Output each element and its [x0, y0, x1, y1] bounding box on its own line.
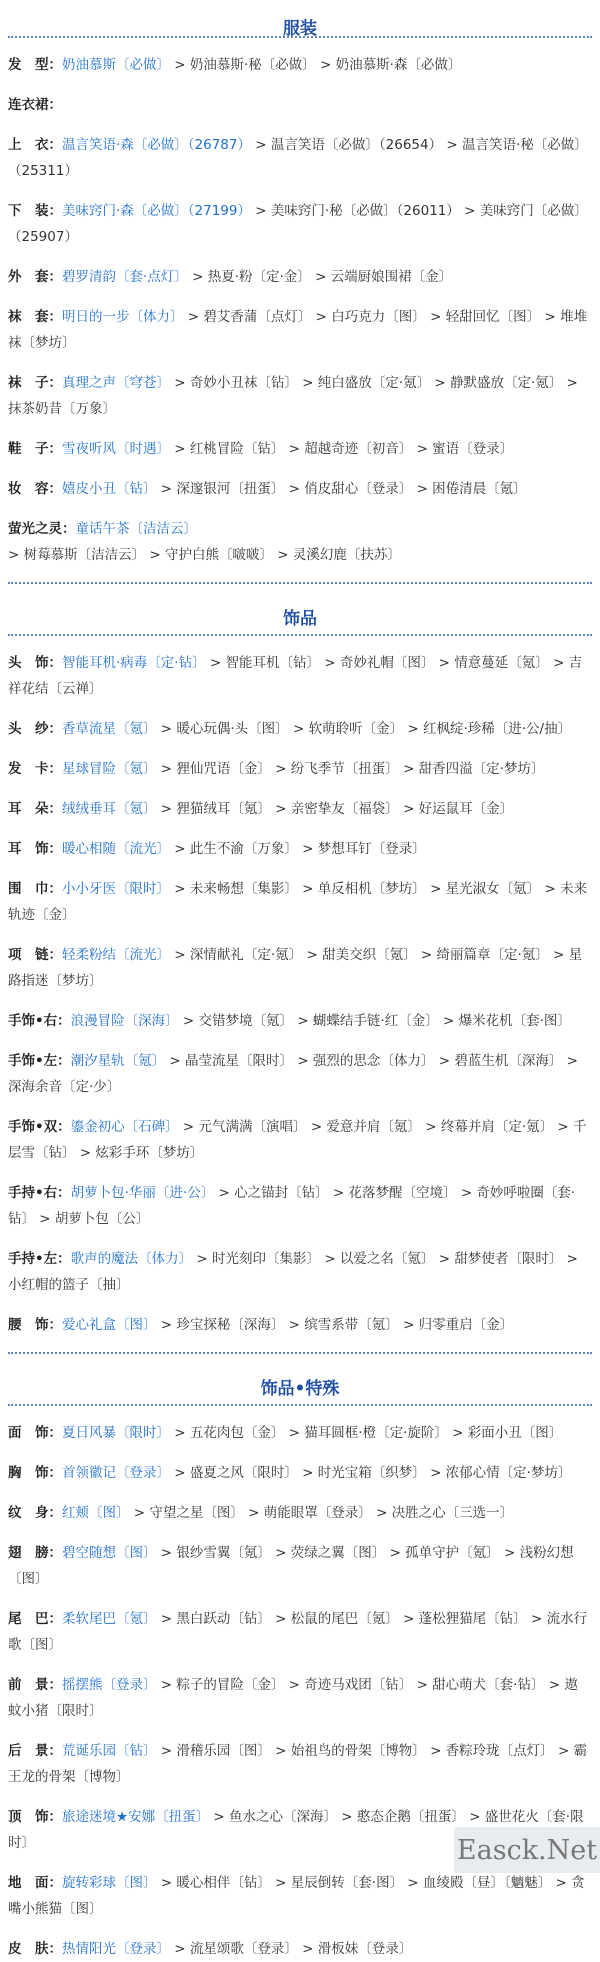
row-label: 鞋 子：: [8, 441, 62, 457]
row-label: 外 套：: [8, 269, 62, 285]
item-row: [0, 1672, 600, 1724]
recommended-item-link[interactable]: 雪夜听风〔时遇〕: [62, 441, 170, 457]
item-row: [0, 796, 600, 822]
row-label: 手持•左：: [8, 1251, 71, 1267]
recommended-item-link[interactable]: 爱心礼盒〔图〕: [62, 1317, 157, 1333]
alternative-items: > 奇妙小丑袜〔钻〕 > 纯白盛放〔定·氪〕 > 静默盛放〔定·氪〕 > 抹茶奶昔〔万象〕: [8, 375, 578, 417]
alternative-items: > 时光刻印〔集影〕 > 以爱之名〔氪〕 > 甜梦使者〔限时〕 > 小红帽的篮子〔抽〕: [8, 1251, 578, 1293]
item-row: [0, 1180, 600, 1232]
alternative-items: > 深邃银河〔扭蛋〕 > 俏皮甜心〔登录〕 > 困倦清晨〔氪〕: [156, 481, 527, 497]
section-divider: [8, 1352, 592, 1354]
recommended-item-link[interactable]: 绒绒垂耳〔氪〕: [62, 801, 157, 817]
row-label: 萤光之灵：: [8, 521, 76, 537]
recommended-item-link[interactable]: 热情阳光〔登录〕: [62, 1941, 170, 1957]
alternative-items: > 粽子的冒险〔金〕 > 奇迹马戏团〔钻〕 > 甜心萌犬〔套·钻〕 > 遨蚊小猪〔限时〕: [8, 1677, 578, 1719]
accessories-section: [0, 582, 600, 1338]
recommended-item-link[interactable]: 旅途迷境★安娜〔扭蛋〕: [62, 1809, 210, 1825]
alternative-items: > 晶莹流星〔限时〕 > 强烈的思念〔体力〕 > 碧蓝生机〔深海〕 > 深海余音〔定·少〕: [8, 1053, 578, 1095]
recommended-item-link[interactable]: 明日的一步〔体力〕: [62, 309, 184, 325]
recommended-item-link[interactable]: 小小牙医〔限时〕: [62, 881, 170, 897]
row-label: 手饰•双：: [8, 1119, 71, 1135]
row-label: 面 饰：: [8, 1425, 62, 1441]
alternative-items: > 暖心玩偶·头〔图〕 > 软萌聆听〔金〕 > 红枫绽·珍稀〔进·公/抽〕: [156, 721, 572, 737]
alternative-items: > 狸猫绒耳〔氪〕 > 亲密挚友〔福袋〕 > 好运鼠耳〔金〕: [156, 801, 514, 817]
row-label: 头 饰：: [8, 655, 62, 671]
row-label: 顶 饰：: [8, 1809, 62, 1825]
alternative-items: > 滑稽乐园〔图〕 > 始祖鸟的骨架〔博物〕 > 香粽玲珑〔点灯〕 > 霸王龙的骨架〔博物〕: [8, 1743, 588, 1785]
item-row: [0, 716, 600, 742]
item-row: [0, 1738, 600, 1790]
row-label: 妆 容：: [8, 481, 62, 497]
recommended-item-link[interactable]: 碧空随想〔图〕: [62, 1545, 157, 1561]
recommended-item-link[interactable]: 智能耳机·病毒〔定·钻〕: [62, 655, 206, 671]
alternative-items: > 碧艾香蒲〔点灯〕 > 白巧克力〔图〕 > 轻甜回忆〔图〕 > 堆堆袜〔梦坊〕: [8, 309, 588, 351]
accessories-rows: [0, 650, 600, 1338]
row-label: 连衣裙：: [8, 97, 62, 113]
clothes-section: [0, 0, 600, 568]
row-label: 腰 饰：: [8, 1317, 62, 1333]
row-label: 项 链：: [8, 947, 62, 963]
item-row: [0, 370, 600, 422]
alternative-items: > 此生不渝〔万象〕 > 梦想耳钉〔登录〕: [170, 841, 426, 857]
section-title-accessories: 饰品: [283, 609, 317, 629]
recommended-item-link[interactable]: 柔软尾巴〔氪〕: [62, 1611, 157, 1627]
alternative-items: > 暖心相伴〔钻〕 > 星辰倒转〔套·图〕 > 血绫殿〔昼〕〔魑魅〕 > 贪嘴小熊猫〔图〕: [8, 1875, 585, 1917]
recommended-item-link[interactable]: 旋转彩球〔图〕: [62, 1875, 157, 1891]
alternative-items: > 深情献礼〔定·氪〕 > 甜美交织〔氪〕 > 绮丽篇章〔定·氪〕 > 星路指迷〔梦坊〕: [8, 947, 583, 989]
row-label: 胸 饰：: [8, 1465, 62, 1481]
alternative-items: > 珍宝探秘〔深海〕 > 缤雪系带〔氪〕 > 归零重启〔金〕: [156, 1317, 514, 1333]
item-row: [0, 1246, 600, 1298]
recommended-item-link[interactable]: 温言笑语·森〔必做〕（26787）: [62, 137, 251, 153]
recommended-item-link[interactable]: 夏日风暴〔限时〕: [62, 1425, 170, 1441]
row-label: 翅 膀：: [8, 1545, 62, 1561]
item-row: [0, 1460, 600, 1486]
recommended-item-link[interactable]: 首领徽记〔登录〕: [62, 1465, 170, 1481]
recommended-item-link[interactable]: 童话午茶〔洁洁云〕: [75, 521, 197, 537]
item-row: [0, 1500, 600, 1526]
recommended-item-link[interactable]: 星球冒险〔氪〕: [62, 761, 157, 777]
row-label: 手饰•右：: [8, 1013, 71, 1029]
alternative-items: > 鱼水之心〔深海〕 > 憨态企鹅〔扭蛋〕 > 盛世花火〔套·限时〕: [8, 1809, 584, 1851]
recommended-item-link[interactable]: 浪漫冒险〔深海〕: [70, 1013, 179, 1029]
alternative-items: > 奶油慕斯·秘〔必做〕 > 奶油慕斯·森〔必做〕: [170, 57, 462, 73]
row-label: 耳 饰：: [8, 841, 62, 857]
item-row: [0, 1936, 600, 1962]
item-row: [0, 304, 600, 356]
section-divider: [8, 1404, 592, 1406]
row-label: 袜 套：: [8, 309, 62, 325]
clothes-rows: [0, 52, 600, 568]
special-rows: [0, 1420, 600, 1962]
item-row: [0, 836, 600, 862]
row-label: 尾 巴：: [8, 1611, 62, 1627]
item-row: [0, 1540, 600, 1592]
section-title-clothes: 服装: [283, 19, 317, 39]
recommended-item-link[interactable]: 潮汐星轨〔氪〕: [70, 1053, 166, 1069]
alternative-items: > 未来畅想〔集影〕 > 单反相机〔梦坊〕 > 星光淑女〔氪〕 > 未来轨迹〔金〕: [8, 881, 588, 923]
alternative-items: > 狸仙咒语〔金〕 > 纷飞季节〔扭蛋〕 > 甜香四溢〔定·梦坊〕: [156, 761, 545, 777]
item-row: [0, 476, 600, 502]
item-row: [0, 1114, 600, 1166]
alternative-items: > 黑白跃动〔钻〕 > 松鼠的尾巴〔氪〕 > 蓬松狸猫尾〔钻〕 > 流水行歌〔图〕: [8, 1611, 588, 1653]
alternative-items: > 五花肉包〔金〕 > 猫耳圆框·橙〔定·旋阶〕 > 彩面小丑〔图〕: [170, 1425, 563, 1441]
row-label: 手饰•左：: [8, 1053, 71, 1069]
alternative-items: > 温言笑语〔必做〕（26654） > 温言笑语·秘〔必做〕（25311）: [8, 137, 588, 179]
alternative-items: > 美味窍门·秘〔必做〕（26011） > 美味窍门〔必做〕（25907）: [8, 203, 588, 245]
item-row: [0, 52, 600, 78]
item-row: [0, 876, 600, 928]
row-label: 前 景：: [8, 1677, 62, 1693]
recommended-item-link[interactable]: 轻柔粉结〔流光〕: [62, 947, 170, 963]
item-row: [0, 1870, 600, 1922]
recommended-item-link[interactable]: 碧罗清韵〔套·点灯〕: [62, 269, 188, 285]
item-row: [0, 1606, 600, 1658]
row-label: 皮 肤：: [8, 1941, 62, 1957]
item-row: [0, 198, 600, 250]
item-row: [0, 1048, 600, 1100]
row-label: 围 巾：: [8, 881, 62, 897]
recommended-item-link[interactable]: 荒诞乐园〔钻〕: [62, 1743, 157, 1759]
recommended-item-link[interactable]: 真理之声〔穹苍〕: [62, 375, 170, 391]
section-title-special: 饰品•特殊: [260, 1379, 340, 1399]
recommended-item-link[interactable]: 暖心相随〔流光〕: [62, 841, 170, 857]
item-row: [0, 756, 600, 782]
section-divider: [8, 634, 592, 636]
row-label: 地 面：: [8, 1875, 62, 1891]
alternative-items: > 元气满满〔演唱〕 > 爱意并肩〔氪〕 > 终幕并肩〔定·氪〕 > 千层雪〔钻〕 > 炫彩手环〔梦坊〕: [8, 1119, 587, 1161]
item-row: [0, 92, 600, 118]
alternative-items: > 守望之星〔图〕 > 萌能眼罩〔登录〕 > 决胜之心〔三选一〕: [129, 1505, 514, 1521]
item-row: [0, 1312, 600, 1338]
item-row: [0, 436, 600, 462]
recommended-item-link[interactable]: 嬉皮小丑〔钻〕: [62, 481, 157, 497]
row-label: 下 装：: [8, 203, 62, 219]
row-label: 袜 子：: [8, 375, 62, 391]
item-row: [0, 264, 600, 290]
alternative-items: > 银纱雪翼〔氪〕 > 荧绿之翼〔图〕 > 孤单守护〔氪〕 > 浅粉幻想〔图〕: [8, 1545, 574, 1587]
alternative-items: > 交错梦境〔氪〕 > 蝴蝶结手链·红〔金〕 > 爆米花机〔套·图〕: [178, 1013, 571, 1029]
row-label: 发 型：: [8, 57, 62, 73]
item-row: [0, 132, 600, 184]
alternative-items: > 智能耳机〔钻〕 > 奇妙礼帽〔图〕 > 情意蔓延〔氪〕 > 吉祥花结〔云禅〕: [8, 655, 583, 697]
alternative-items: > 流星颂歌〔登录〕 > 滑板妹〔登录〕: [170, 1941, 413, 1957]
recommended-item-link[interactable]: 歌声的魔法〔体力〕: [70, 1251, 193, 1267]
recommended-item-link[interactable]: 香草流星〔氪〕: [62, 721, 157, 737]
section-divider: [8, 582, 592, 584]
alternative-items: > 红桃冒险〔钻〕 > 超越奇迹〔初音〕 > 蜜语〔登录〕: [170, 441, 514, 457]
recommended-item-link[interactable]: 鎏金初心〔石碑〕: [70, 1119, 179, 1135]
row-label: 上 衣：: [8, 137, 62, 153]
item-row: [0, 1420, 600, 1446]
recommended-item-link[interactable]: 红颊〔图〕: [62, 1505, 130, 1521]
watermark-logo: Easck.Net: [454, 1827, 600, 1873]
row-label: 纹 身：: [8, 1505, 62, 1521]
item-row: [0, 1008, 600, 1034]
item-row: [0, 942, 600, 994]
recommended-item-link[interactable]: 奶油慕斯〔必做〕: [62, 57, 170, 73]
row-label: 后 景：: [8, 1743, 62, 1759]
alternative-items: > 心之锚封〔钻〕 > 花落梦醒〔空境〕 > 奇妙呼啦圈〔套·钻〕 > 胡萝卜包〔公〕: [8, 1185, 576, 1227]
item-row: [0, 650, 600, 702]
row-label: 发 卡：: [8, 761, 62, 777]
row-label: 头 纱：: [8, 721, 62, 737]
alternative-items: > 树莓慕斯〔洁洁云〕 > 守护白熊〔啵啵〕 > 灵溪幻鹿〔扶苏〕: [8, 547, 401, 563]
recommended-item-link[interactable]: 美味窍门·森〔必做〕（27199）: [62, 203, 251, 219]
recommended-item-link[interactable]: 胡萝卜包·华丽〔进·公〕: [70, 1185, 215, 1201]
row-label: 耳 朵：: [8, 801, 62, 817]
alternative-items: > 热夏·粉〔定·金〕 > 云端厨娘围裙〔金〕: [187, 269, 453, 285]
recommended-item-link[interactable]: 摇摆熊〔登录〕: [62, 1677, 157, 1693]
alternative-items: > 盛夏之风〔限时〕 > 时光宝箱〔织梦〕 > 浓郁心情〔定·梦坊〕: [170, 1465, 572, 1481]
item-row: [0, 516, 600, 568]
row-label: 手持•右：: [8, 1185, 71, 1201]
